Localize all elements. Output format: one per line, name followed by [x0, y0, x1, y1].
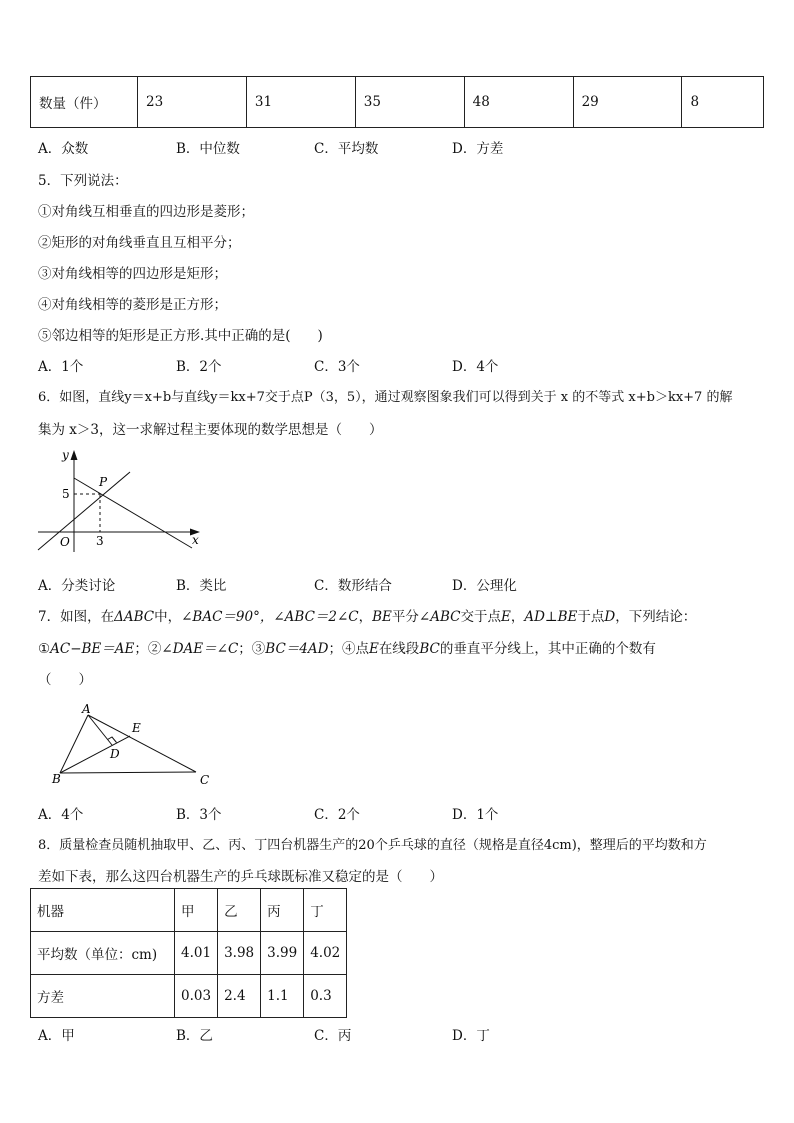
q5-item-3: ③对角线相等的四边形是矩形；	[38, 266, 227, 282]
table-cell: 3.98	[218, 932, 261, 975]
q5-item-2: ②矩形的对角线垂直且互相平分；	[38, 235, 241, 251]
q7-option-c[interactable]: C．2个	[314, 807, 360, 823]
q5-item-1: ①对角线互相垂直的四边形是菱形；	[38, 204, 254, 220]
table-cell: 48	[464, 77, 573, 128]
q5-option-a[interactable]: A．1个	[38, 359, 84, 375]
y-axis-arrow-icon	[71, 450, 78, 460]
table-cell: 1.1	[261, 975, 304, 1018]
table-cell: 0.03	[175, 975, 218, 1018]
point-p-label: P	[99, 475, 108, 489]
q4-option-c[interactable]: C．平均数	[314, 141, 379, 157]
table-header-cell: 甲	[175, 889, 218, 932]
q5-item-4: ④对角线相等的菱形是正方形；	[38, 297, 227, 313]
table-cell: 2.4	[218, 975, 261, 1018]
q6-stem-line2: 集为 x＞3，这一求解过程主要体现的数学思想是（ ）	[38, 422, 383, 438]
side-bc	[60, 772, 196, 773]
segment-ad	[88, 715, 112, 745]
q4-option-b[interactable]: B．中位数	[176, 141, 240, 157]
tick-5-label: 5	[62, 487, 70, 501]
machine-stats-table	[30, 888, 347, 1018]
table-row	[31, 932, 347, 975]
q7-answer-paren: （ ）	[38, 672, 92, 688]
q6-option-a[interactable]: A．分类讨论	[38, 578, 116, 594]
vertex-b-label: B	[52, 772, 61, 786]
table-cell: 31	[246, 77, 355, 128]
origin-label: O	[60, 535, 70, 549]
table-cell: 平均数（单位：cm)	[31, 932, 175, 975]
vertex-c-label: C	[200, 773, 210, 787]
q4-option-a[interactable]: A．众数	[38, 141, 89, 157]
q6-option-d[interactable]: D．公理化	[452, 578, 517, 594]
q6-stem-line1: 6．如图，直线y＝x+b与直线y＝kx+7交于点P（3，5），通过观察图象我们可以得到关于 x 的不等式 x+b＞kx+7 的解	[38, 390, 733, 405]
table-cell: 29	[573, 77, 682, 128]
q8-stem-line2: 差如下表，那么这四台机器生产的乒乓球既标准又稳定的是（ ）	[38, 869, 443, 885]
q5-option-b[interactable]: B．2个	[176, 359, 222, 375]
table-cell: 4.02	[304, 932, 347, 975]
q6-figure	[30, 446, 210, 558]
line-y-kx-plus-7	[74, 478, 192, 548]
q6-option-c[interactable]: C．数形结合	[314, 578, 392, 594]
q5-stem: 5．下列说法：	[38, 173, 128, 189]
conclusion-3: BC＝4AD	[265, 641, 329, 657]
q5-option-c[interactable]: C．3个	[314, 359, 360, 375]
tick-3-label: 3	[96, 534, 104, 548]
y-label: y	[62, 448, 69, 462]
q8-option-a[interactable]: A．甲	[38, 1028, 75, 1044]
table-cell: 23	[138, 77, 247, 128]
table-row	[31, 77, 764, 128]
perpendicular-condition: AD⊥BE	[524, 609, 578, 625]
q5-option-d[interactable]: D．4个	[452, 359, 499, 375]
q4-option-d[interactable]: D．方差	[452, 141, 504, 157]
q8-option-b[interactable]: B．乙	[176, 1028, 213, 1044]
q7-option-b[interactable]: B．3个	[176, 807, 222, 823]
q7-stem-line1: 7．如图，在ΔABC中，∠BAC＝90°，∠ABC＝2∠C，BE平分∠ABC交于点E，AD⊥BE于点D，下列结论：	[38, 609, 697, 625]
q8-option-c[interactable]: C．丙	[314, 1028, 352, 1044]
triangle-abc: ΔABC	[114, 609, 155, 625]
table-header-cell: 乙	[218, 889, 261, 932]
table-header-cell: 丙	[261, 889, 304, 932]
angle-conditions: ∠BAC＝90°，∠ABC＝2∠C	[181, 609, 359, 625]
table-row	[31, 889, 347, 932]
table-row	[31, 975, 347, 1018]
q7-option-a[interactable]: A．4个	[38, 807, 84, 823]
table-header-cell: 丁	[304, 889, 347, 932]
table-cell: 0.3	[304, 975, 347, 1018]
table-cell: 35	[355, 77, 464, 128]
table-cell: 8	[682, 77, 764, 128]
point-d-label: D	[110, 747, 120, 761]
q6-option-b[interactable]: B．类比	[176, 578, 227, 594]
q7-option-d[interactable]: D．1个	[452, 807, 499, 823]
quantity-table	[30, 76, 764, 128]
conclusion-1: AC−BE＝AE	[50, 641, 135, 657]
q5-item-5: ⑤邻边相等的矩形是正方形.其中正确的是( )	[38, 328, 323, 344]
q8-stem-line1: 8．质量检查员随机抽取甲、乙、丙、丁四台机器生产的20个乒乓球的直径（规格是直径4cm)，整理后的平均数和方	[38, 838, 707, 853]
table-cell: 3.99	[261, 932, 304, 975]
point-e-label: E	[132, 721, 141, 735]
row-label: 数量（件）	[31, 77, 138, 128]
side-ab	[60, 715, 88, 773]
vertex-a-label: A	[82, 702, 91, 716]
table-cell: 4.01	[175, 932, 218, 975]
table-cell: 方差	[31, 975, 175, 1018]
side-ac	[88, 715, 196, 772]
q7-stem-line2: ①AC−BE＝AE；②∠DAE＝∠C；③BC＝4AD；④点E在线段BC的垂直平分线上，其中正确的个数有	[38, 641, 656, 657]
q7-figure	[50, 698, 220, 790]
conclusion-2: ∠DAE＝∠C	[161, 641, 239, 657]
x-label: x	[192, 533, 199, 547]
q8-option-d[interactable]: D．丁	[452, 1028, 490, 1044]
table-header-cell: 机器	[31, 889, 175, 932]
